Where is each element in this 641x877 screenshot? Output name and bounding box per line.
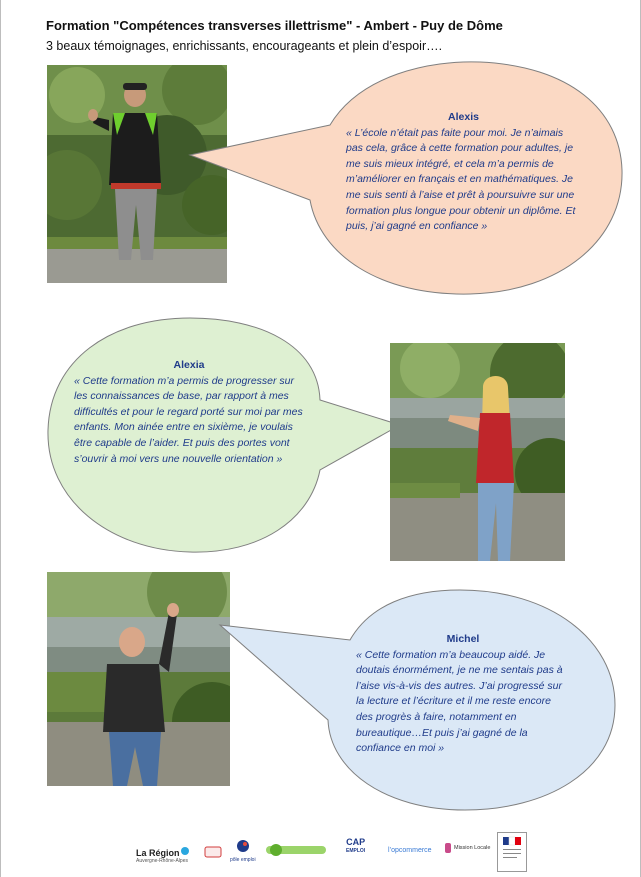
pole-emploi-icon — [236, 838, 250, 854]
mission-locale-icon — [444, 842, 452, 854]
partner-logos — [0, 820, 641, 877]
logo-cap-emploi-line1: CAP — [346, 837, 366, 847]
testimonial-quote-michel: « Cette formation m’a beaucoup aidé. Je doutais énormément, je ne me sentais pas à l’aise vis-à-vis des autres. J’ai progressé sur la lecture et l’écriture et il me reste encore des progrès à faire, notamment en bureautique…Et puis j’ai gagné de la confiance en moi » — [356, 648, 563, 755]
page-subtitle: 3 beaux témoignages, enrichissants, encourageants et plein d’espoir…. — [46, 39, 443, 53]
logo-region-sub: Auvergne-Rhône-Alpes — [136, 858, 188, 864]
page-title: Formation "Compétences transverses illettrisme" - Ambert - Puy de Dôme — [46, 18, 503, 33]
republique-francaise-icon — [497, 832, 527, 872]
logo-partner-red-icon — [204, 845, 222, 859]
testimonial-quote-alexis: « L’école n’était pas faite pour moi. Je n’aimais pas cela, grâce à cette formation pour adultes, je me suis mieux intégré, et cela m’a permis de m’améliorer en français et en mathématiques. Je me suis senti à l’aise et prêt à poursuivre sur une formation plus longue pour obtenir un diplôme. Et puis, j’ai gagné en confiance » — [346, 126, 576, 233]
logo-pole-emploi — [230, 838, 256, 863]
logo-mission-locale-text: Mission Locale — [454, 845, 491, 851]
logo-opcommerce: l’opcommerce — [388, 847, 432, 854]
testimonial-name-alexis: Alexis — [448, 111, 479, 123]
testimonial-michel — [356, 632, 570, 757]
testimonial-name-michel: Michel — [446, 633, 480, 645]
logo-pole-emploi-text: pôle emploi — [230, 857, 256, 863]
logo-cap-emploi — [346, 838, 365, 856]
testimonial-name-alexia: Alexia — [173, 359, 205, 371]
logo-region-name: La Région — [136, 848, 180, 858]
testimonial-quote-alexia: « Cette formation m’a permis de progresser sur les connaissances de base, par rapport à mes difficultés et pour le regard porté sur moi par mes enfants. Mon ainée entre en sixième, je voulais être capable de l’aider. Et puis des portes vont s’ouvrir à moi vers une nouvelle orientation » — [74, 374, 303, 465]
logo-cap-emploi-line2: EMPLOI — [346, 848, 366, 854]
logo-green-partner-icon — [266, 842, 326, 858]
logo-mission-locale — [444, 842, 490, 854]
logo-region-mark-icon — [180, 846, 190, 856]
